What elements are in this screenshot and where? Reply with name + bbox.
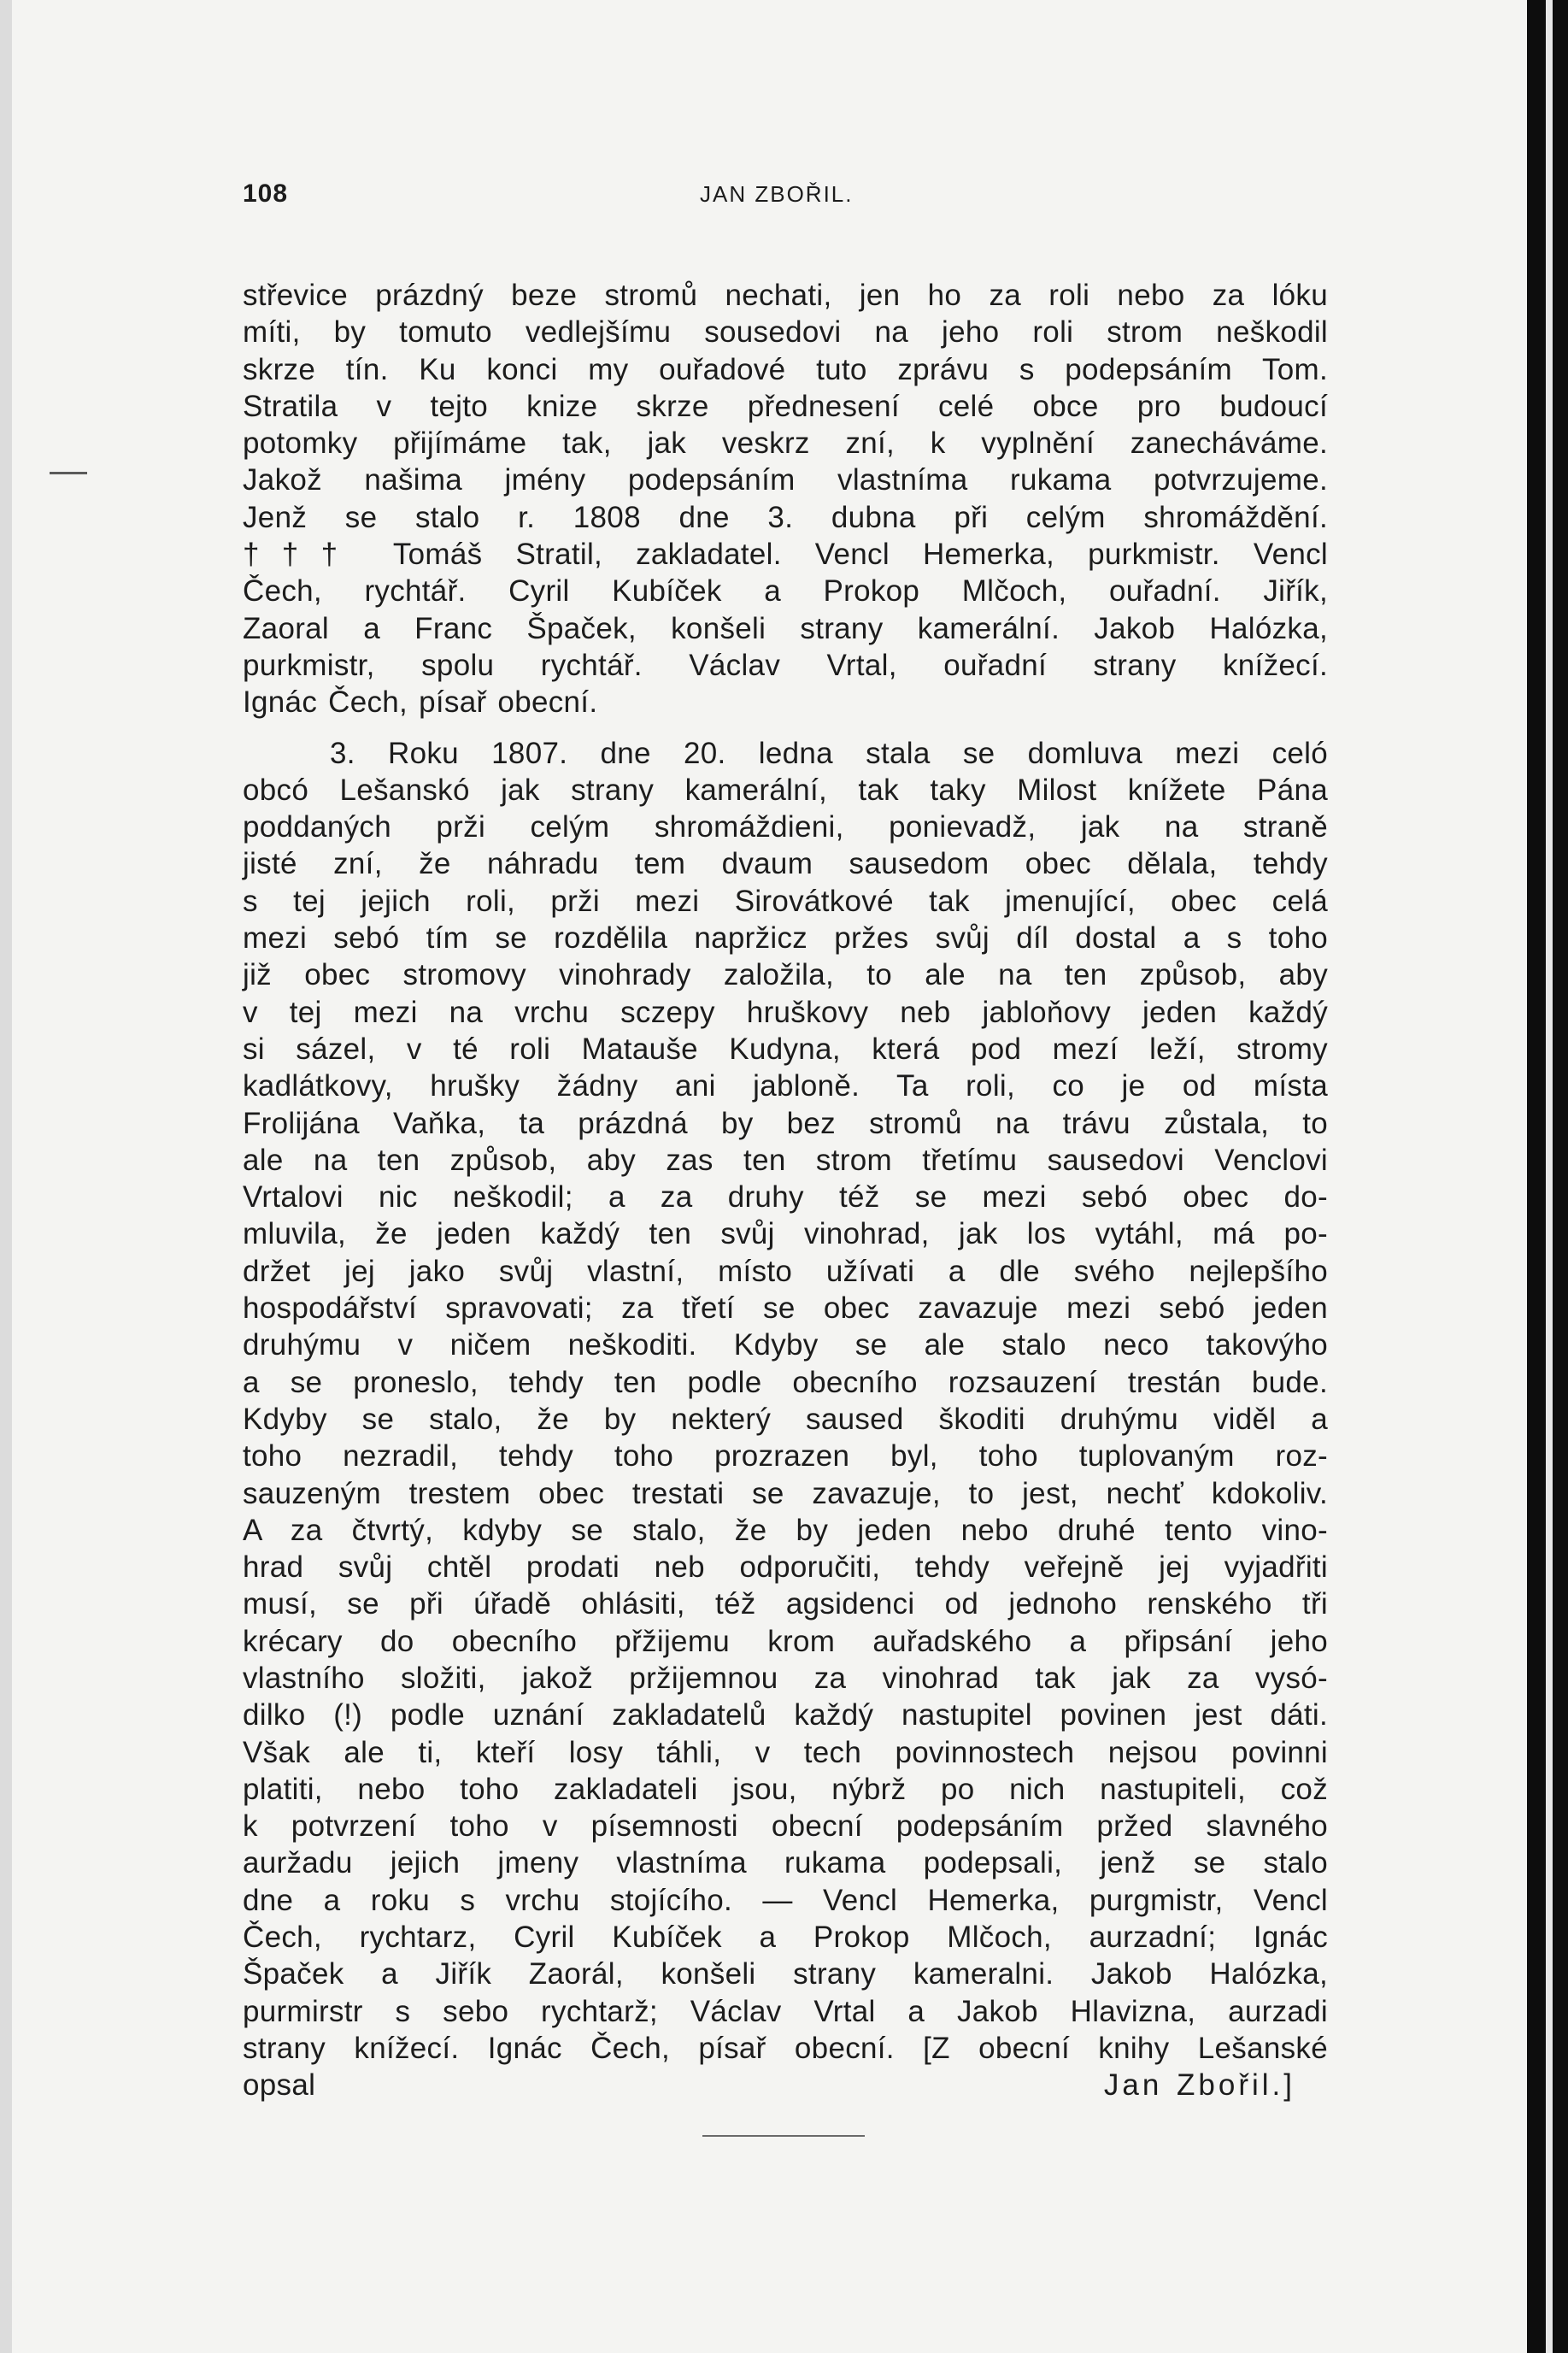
- scan-left-edge: [0, 0, 12, 2353]
- text-line: kadlátkovy, hrušky žádny ani jabloně. Ta roli, co je od místa: [243, 1069, 1328, 1103]
- text-line: mluvila, že jeden každý ten svůj vinohrad, jak los vytáhl, má po-: [243, 1217, 1328, 1251]
- text-line: hospodářství spravovati; za třetí se obec zavazuje mezi sebó jeden: [243, 1291, 1328, 1326]
- text-line: auržadu jejich jmeny vlastníma rukama podepsali, jenž se stalo: [243, 1846, 1328, 1880]
- text-line: držet jej jako svůj vlastní, místo užívati a dle svého nejlepšího: [243, 1254, 1328, 1288]
- scan-right-edge-gap: [1546, 0, 1553, 2353]
- paragraph-gap: [243, 721, 1328, 735]
- text-line: ale na ten způsob, aby zas ten strom třetímu sausedovi Venclovi: [243, 1143, 1328, 1177]
- running-head: JAN ZBOŘIL.: [700, 181, 854, 207]
- text-line: ††† Tomáš Stratil, zakladatel. Vencl Hemerka, purkmistr. Vencl: [243, 538, 1328, 572]
- text-line: Špaček a Jiřík Zaorál, konšeli strany kameralni. Jakob Halózka,: [243, 1957, 1328, 1991]
- text-line: platiti, nebo toho zakladateli jsou, nýbrž po nich nastupiteli, což: [243, 1772, 1328, 1806]
- text-line: toho nezradil, tehdy toho prozrazen byl, toho tuplovaným roz-: [243, 1439, 1328, 1474]
- text-line: k potvrzení toho v písemnosti obecní podepsáním pržed slavného: [243, 1809, 1328, 1844]
- text-line: purmirstr s sebo rychtarž; Václav Vrtal a Jakob Hlavizna, aurzadi: [243, 1994, 1328, 2028]
- text-line: Zaoral a Franc Špaček, konšeli strany kamerální. Jakob Halózka,: [243, 611, 1328, 645]
- text-line: druhýmu v ničem neškoditi. Kdyby se ale stalo neco takovýho: [243, 1328, 1328, 1362]
- closing-line: [243, 2067, 1328, 2103]
- author-signature: Jan Zbořil.]: [1103, 2068, 1295, 2103]
- page-header: [243, 179, 1347, 217]
- closing-left: opsal: [243, 2068, 316, 2103]
- text-line: hrad svůj chtěl prodati neb odporučiti, tehdy veřejně jej vyjadřiti: [243, 1550, 1328, 1585]
- text-line: musí, se při úřadě ohlásiti, též agsidenci od jednoho renského tři: [243, 1587, 1328, 1621]
- paragraph-1: [243, 277, 1328, 721]
- text-line: již obec stromovy vinohrady založila, to ale na ten způsob, aby: [243, 958, 1328, 992]
- text-line: v tej mezi na vrchu sczepy hruškovy neb jabloňovy jeden každý: [243, 995, 1328, 1029]
- text-line: Jenž se stalo r. 1808 dne 3. dubna při celým shromáždění.: [243, 500, 1328, 534]
- text-line: jisté zní, že náhradu tem dvaum sausedom obec dělala, tehdy: [243, 847, 1328, 881]
- text-line: purkmistr, spolu rychtář. Václav Vrtal, ouřadní strany knížecí.: [243, 648, 1328, 682]
- text-line: Však ale ti, kteří losy táhli, v tech povinnostech nejsou povinni: [243, 1735, 1328, 1769]
- paragraph-2: [243, 735, 1328, 2104]
- text-line: mezi sebó tím se rozdělila napržicz pržes svůj díl dostal a s toho: [243, 921, 1328, 956]
- text-line: a se proneslo, tehdy ten podle obecního rozsauzení trestán bude.: [243, 1365, 1328, 1399]
- text-line: s tej jejich roli, prži mezi Sirovátkové tak jmenující, obec celá: [243, 884, 1328, 918]
- text-line: Čech, rychtář. Cyril Kubíček a Prokop Mlčoch, ouřadní. Jiřík,: [243, 574, 1328, 609]
- text-line: Vrtalovi nic neškodil; a za druhy též se mezi sebó obec do-: [243, 1180, 1328, 1215]
- margin-mark: [50, 472, 87, 474]
- text-line: skrze tín. Ku konci my ouřadové tuto zprávu s podepsáním Tom.: [243, 352, 1328, 386]
- text-line: Frolijána Vaňka, ta prázdná by bez stromů na trávu zůstala, to: [243, 1106, 1328, 1140]
- text-line: Jakož našima jmény podepsáním vlastníma rukama potvrzujeme.: [243, 463, 1328, 497]
- text-line: střevice prázdný beze stromů nechati, jen ho za roli nebo za lóku: [243, 279, 1328, 312]
- body-text: [243, 277, 1328, 2104]
- end-rule: [702, 2135, 865, 2137]
- text-line: krécary do obecního přžijemu krom auřadského a připsání jeho: [243, 1624, 1328, 1658]
- text-line: vlastního složiti, jakož pržijemnou za vinohrad tak jak za vysó-: [243, 1661, 1328, 1695]
- text-line: A za čtvrtý, kdyby se stalo, že by jeden nebo druhé tento vino-: [243, 1513, 1328, 1547]
- text-line: 3. Roku 1807. dne 20. ledna stala se domluva mezi celó: [330, 736, 1328, 770]
- text-line: dilko (!) podle uznání zakladatelů každý nastupitel povinen jest dáti.: [243, 1698, 1328, 1732]
- text-line: Ignác Čech, písař obecní.: [243, 685, 598, 720]
- text-line: Čech, rychtarz, Cyril Kubíček a Prokop Mlčoch, aurzadní; Ignác: [243, 1921, 1328, 1955]
- text-line: strany knížecí. Ignác Čech, písař obecní. [Z obecní knihy Lešanské: [243, 2031, 1328, 2065]
- text-line: si sázel, v té roli Matauše Kudyna, která pod mezí leží, stromy: [243, 1032, 1328, 1066]
- page-number: 108: [243, 179, 289, 208]
- text-line: poddaných prži celým shromáždieni, ponievadž, jak na straně: [243, 810, 1328, 844]
- text-line: míti, by tomuto vedlejšímu sousedovi na jeho roli strom neškodil: [243, 315, 1328, 350]
- text-line: potomky přijímáme tak, jak veskrz zní, k vyplnění zanecháváme.: [243, 426, 1328, 461]
- text-line: Stratila v tejto knize skrze přednesení celé obce pro budoucí: [243, 389, 1328, 423]
- text-line: Kdyby se stalo, že by nekterý saused škoditi druhýmu viděl a: [243, 1402, 1328, 1436]
- text-line: sauzeným trestem obec trestati se zavazuje, to jest, nechť kdokoliv.: [243, 1476, 1328, 1510]
- text-line: obcó Lešanskó jak strany kamerální, tak taky Milost knížete Pána: [243, 773, 1328, 807]
- text-line: dne a roku s vrchu stojícího. — Vencl Hemerka, purgmistr, Vencl: [243, 1883, 1328, 1917]
